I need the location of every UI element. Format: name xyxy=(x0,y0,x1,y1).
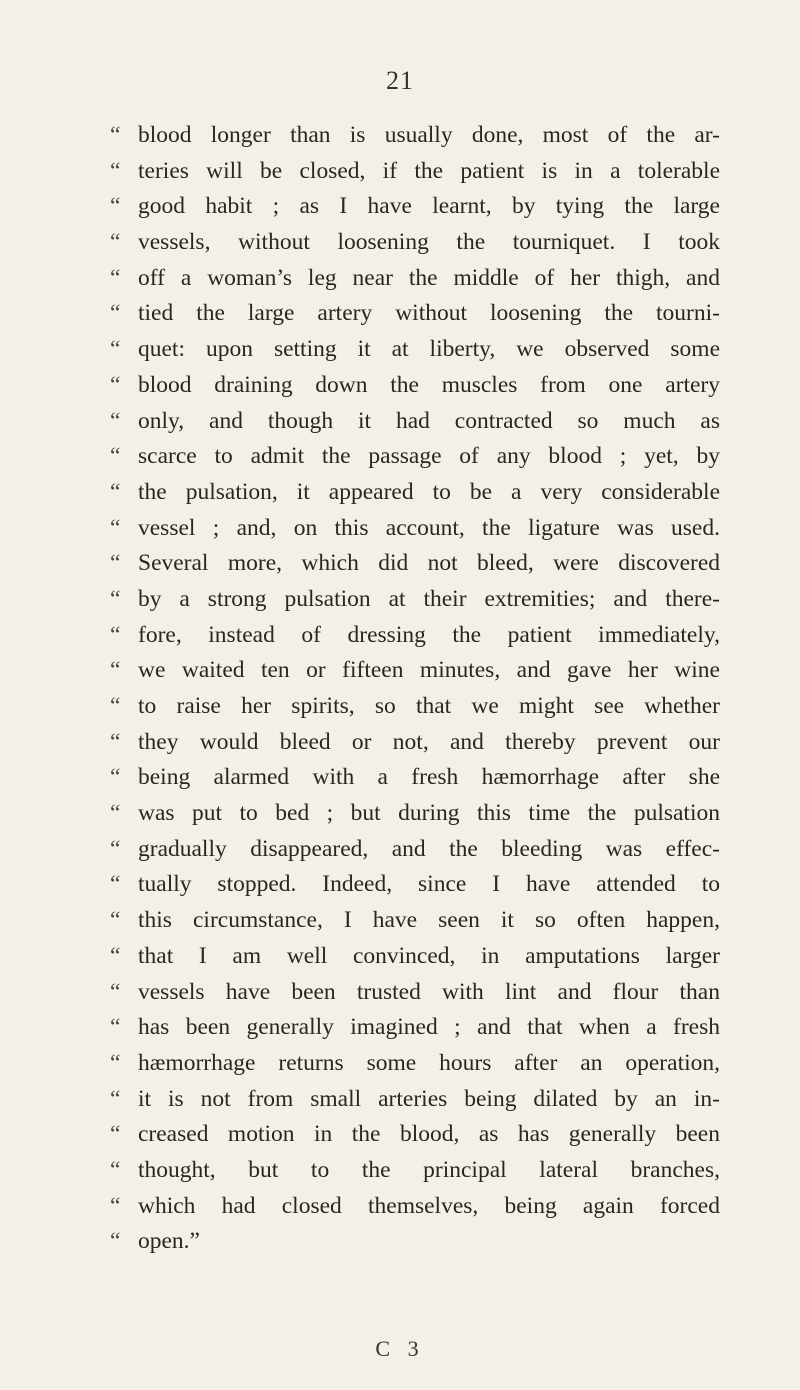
quote-mark: “ xyxy=(110,478,121,505)
line-text: to raise her spirits, so that we might see whether xyxy=(138,693,720,719)
quote-mark: “ xyxy=(110,1156,121,1183)
quote-mark: “ xyxy=(110,1121,121,1148)
text-line xyxy=(110,760,720,796)
line-text: vessels have been trusted with lint and flour than xyxy=(138,978,720,1005)
line-text: it is not from small arteries being dilated by an in- xyxy=(138,1085,720,1112)
quote-mark: “ xyxy=(110,693,121,719)
text-line xyxy=(110,225,720,261)
quote-mark: “ xyxy=(110,835,121,862)
text-line xyxy=(110,261,720,297)
text-line xyxy=(110,975,720,1011)
quote-mark: “ xyxy=(110,300,121,327)
line-text: being alarmed with a fresh hæmorrhage after she xyxy=(138,764,720,791)
line-text: we waited ten or fifteen minutes, and gave her wine xyxy=(138,657,720,684)
text-line xyxy=(110,796,720,832)
text-line xyxy=(110,1046,720,1082)
line-text: creased motion in the blood, as has generally been xyxy=(138,1121,720,1148)
text-line xyxy=(110,439,720,475)
quote-mark: “ xyxy=(110,336,121,363)
line-text: off a woman’s leg near the middle of her thigh, and xyxy=(138,264,720,291)
text-line xyxy=(110,867,720,903)
quote-mark: “ xyxy=(110,871,121,898)
quote-mark: “ xyxy=(110,800,121,827)
text-line xyxy=(110,582,720,618)
text-line xyxy=(110,368,720,404)
text-line xyxy=(110,1082,720,1118)
text-line xyxy=(110,332,720,368)
text-line xyxy=(110,296,720,332)
text-line xyxy=(110,546,720,582)
line-text: has been generally imagined ; and that when a fresh xyxy=(138,1014,720,1041)
line-text: tied the large artery without loosening the tourni- xyxy=(138,300,720,327)
text-line xyxy=(110,1153,720,1189)
line-text: gradually disappeared, and the bleeding was effec- xyxy=(138,835,720,862)
line-text: that I am well convinced, in amputations larger xyxy=(138,942,720,969)
line-text: the pulsation, it appeared to be a very considerable xyxy=(138,478,720,505)
quote-mark: “ xyxy=(110,514,121,541)
line-text: this circumstance, I have seen it so often happen, xyxy=(138,907,720,934)
body-text xyxy=(110,118,720,1260)
line-text: blood longer than is usually done, most of the ar- xyxy=(138,122,720,148)
text-line xyxy=(110,189,720,225)
quote-mark: “ xyxy=(110,1014,121,1041)
quote-mark: “ xyxy=(110,728,121,755)
text-line xyxy=(110,689,720,725)
quote-mark: “ xyxy=(110,657,121,684)
quote-mark: “ xyxy=(110,621,121,648)
line-text: blood draining down the muscles from one artery xyxy=(138,371,720,398)
line-text: which had closed themselves, being again forced xyxy=(138,1192,720,1219)
quote-mark: “ xyxy=(110,907,121,934)
text-line xyxy=(110,475,720,511)
quote-mark: “ xyxy=(110,978,121,1005)
line-text: open.” xyxy=(138,1228,200,1255)
quote-mark: “ xyxy=(110,122,121,148)
quote-mark: “ xyxy=(110,193,121,220)
quote-mark: “ xyxy=(110,942,121,969)
quote-mark: “ xyxy=(110,407,121,434)
text-line xyxy=(110,832,720,868)
text-line xyxy=(110,511,720,547)
line-text: vessels, without loosening the tourniquet. I took xyxy=(138,229,720,256)
line-text: fore, instead of dressing the patient immediately, xyxy=(138,621,720,648)
line-text: quet: upon setting it at liberty, we observed some xyxy=(138,336,720,363)
quote-mark: “ xyxy=(110,371,121,398)
text-line xyxy=(110,1224,720,1260)
quote-mark: “ xyxy=(110,764,121,791)
text-line xyxy=(110,939,720,975)
line-text: good habit ; as I have learnt, by tying the large xyxy=(138,193,720,220)
line-text: scarce to admit the passage of any blood ; yet, by xyxy=(138,443,720,470)
line-text: teries will be closed, if the patient is in a tolerable xyxy=(138,157,720,184)
text-line xyxy=(110,653,720,689)
quote-mark: “ xyxy=(110,550,121,577)
line-text: Several more, which did not bleed, were discovered xyxy=(138,550,720,577)
page-number: 21 xyxy=(386,66,414,95)
text-line xyxy=(110,903,720,939)
quote-mark: “ xyxy=(110,1228,121,1255)
line-text: only, and though it had contracted so much as xyxy=(138,407,720,434)
quote-mark: “ xyxy=(110,157,121,184)
quote-mark: “ xyxy=(110,264,121,291)
text-line xyxy=(110,1189,720,1225)
line-text: hæmorrhage returns some hours after an operation, xyxy=(138,1049,720,1076)
text-line xyxy=(110,1117,720,1153)
quote-mark: “ xyxy=(110,1192,121,1219)
text-line xyxy=(110,154,720,190)
text-line xyxy=(110,618,720,654)
text-line xyxy=(110,118,720,154)
line-text: thought, but to the principal lateral branches, xyxy=(138,1156,720,1183)
text-line xyxy=(110,725,720,761)
quote-mark: “ xyxy=(110,1085,121,1112)
line-text: tually stopped. Indeed, since I have attended to xyxy=(138,871,720,898)
line-text: vessel ; and, on this account, the ligature was used. xyxy=(138,514,720,541)
signature-mark: C 3 xyxy=(375,1336,425,1361)
line-text: was put to bed ; but during this time the pulsation xyxy=(138,800,720,827)
quote-mark: “ xyxy=(110,229,121,256)
line-text: they would bleed or not, and thereby prevent our xyxy=(138,728,720,755)
line-text: by a strong pulsation at their extremities; and there- xyxy=(138,585,720,612)
quote-mark: “ xyxy=(110,443,121,470)
text-line xyxy=(110,1010,720,1046)
quote-mark: “ xyxy=(110,1049,121,1076)
text-line xyxy=(110,404,720,440)
quote-mark: “ xyxy=(110,585,121,612)
